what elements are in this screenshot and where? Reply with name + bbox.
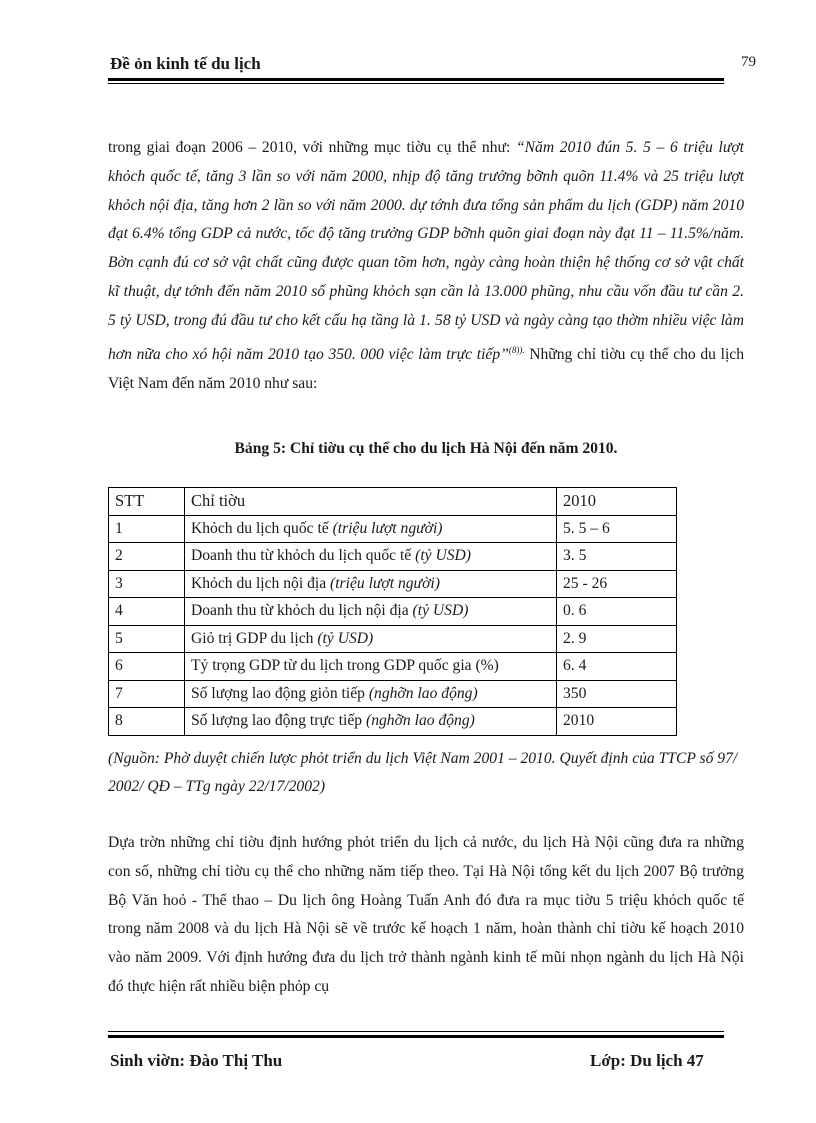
cell-indicator <box>185 680 557 708</box>
indicator-text: Doanh thu từ khỏch du lịch nội địa <box>191 602 413 620</box>
indicator-text: Khỏch du lịch nội địa <box>191 574 331 592</box>
table-row <box>109 515 677 543</box>
cell-stt: 3 <box>109 570 185 598</box>
indicator-unit: (triệu lượt người) <box>330 574 440 592</box>
paragraph-tail: Những chỉ tiờu cụ thể cho du lịch Việt Nam đến năm 2010 như sau: <box>108 345 745 392</box>
header-year: 2010 <box>557 488 677 516</box>
table-row <box>109 543 677 571</box>
targets-table <box>108 487 677 736</box>
table-source: (Nguồn: Phờ duyệt chiến lược phỏt triển du lịch Việt Nam 2001 – 2010. Quyết định của TTCP số 97/ 2002/ QĐ – TTg ngày 22/17/2002) <box>108 750 738 795</box>
cell-indicator <box>185 543 557 571</box>
page-footer <box>108 1013 756 1073</box>
page-number: 79 <box>741 54 756 70</box>
cell-indicator <box>185 625 557 653</box>
cell-stt: 1 <box>109 515 185 543</box>
cell-value: 2010 <box>557 708 677 736</box>
indicator-unit: (triệu lượt người) <box>332 519 443 537</box>
indicator-unit: (tỷ USD) <box>415 547 471 565</box>
indicator-unit: (tỷ USD) <box>412 602 469 620</box>
indicator-text: Giỏ trị GDP du lịch <box>191 629 318 647</box>
table-row <box>109 708 677 736</box>
cell-stt: 4 <box>109 598 185 626</box>
cell-value: 5. 5 – 6 <box>557 515 677 543</box>
indicator-unit: (nghỡn lao động) <box>368 684 478 702</box>
table-row <box>109 598 677 626</box>
table-header-row <box>109 488 677 516</box>
paragraph-lead: trong giai đoạn 2006 – 2010, với những mục tiờu cụ thể như: <box>108 139 516 156</box>
table-row <box>109 680 677 708</box>
table-row <box>109 653 677 681</box>
indicator-unit: (tỷ USD) <box>317 629 374 647</box>
footer-class: Lớp: Du lịch 47 <box>590 1051 704 1070</box>
header-rule-thin <box>108 83 724 84</box>
indicator-text: Doanh thu từ khỏch du lịch quốc tế <box>191 547 416 565</box>
footer-rule-thin <box>108 1031 724 1032</box>
cell-indicator <box>185 708 557 736</box>
header-indicator: Chỉ tiờu <box>185 488 557 516</box>
table-caption: Bảng 5: Chỉ tiờu cụ thể cho du lịch Hà Nội đến năm 2010. <box>234 440 618 457</box>
cell-stt: 2 <box>109 543 185 571</box>
cell-stt: 7 <box>109 680 185 708</box>
cell-indicator <box>185 653 557 681</box>
cell-stt: 5 <box>109 625 185 653</box>
indicator-text: Khỏch du lịch quốc tế <box>191 519 333 537</box>
table-row <box>109 570 677 598</box>
indicator-text: Số lượng lao động giỏn tiếp <box>191 684 369 702</box>
footnote-ref: (8)). <box>508 344 525 355</box>
cell-value: 2. 9 <box>557 625 677 653</box>
header-rule-thick <box>108 78 724 81</box>
indicator-text: Tỷ trọng GDP từ du lịch trong GDP quốc gia (%) <box>191 657 499 675</box>
indicator-text: Số lượng lao động trực tiếp <box>191 712 367 730</box>
footer-student: Sinh viờn: Đào Thị Thu <box>110 1051 283 1070</box>
table-row <box>109 625 677 653</box>
header-title: Đề ỏn kinh tế du lịch <box>110 54 261 73</box>
paragraph-hanoi: Dựa trờn những chỉ tiờu định hướng phỏt triển du lịch cả nước, du lịch Hà Nội cũng đưa ra những con số, những chỉ tiờu cụ thể cho những năm tiếp theo. Tại Hà Nội tổng kết du lịch 2007 Bộ trưởng Bộ Văn hoỏ - Thể thao – Du lịch ông Hoàng Tuấn Anh đó đưa ra mục tiờu 5 triệu khỏch quốc tế trong năm 2008 và du lịch Hà Nội sẽ về trước kế hoạch 1 năm, hoàn thành chỉ tiờu kế hoạch 2010 vào năm 2009. Với định hướng đưa du lịch trở thành ngành kinh tế mũi nhọn ngành du lịch Hà Nội đó thực hiện rất nhiều biện phỏp cụ <box>108 834 744 995</box>
footer-rule-thick <box>108 1035 724 1038</box>
header-stt: STT <box>109 488 185 516</box>
cell-indicator <box>185 570 557 598</box>
cell-value: 3. 5 <box>557 543 677 571</box>
cell-stt: 8 <box>109 708 185 736</box>
indicator-unit: (nghỡn lao động) <box>366 712 475 730</box>
cell-value: 6. 4 <box>557 653 677 681</box>
cell-stt: 6 <box>109 653 185 681</box>
paragraph-intro <box>108 134 744 398</box>
cell-indicator <box>185 598 557 626</box>
cell-indicator <box>185 515 557 543</box>
cell-value: 0. 6 <box>557 598 677 626</box>
page-header <box>108 48 756 88</box>
cell-value: 350 <box>557 680 677 708</box>
cell-value: 25 - 26 <box>557 570 677 598</box>
paragraph-quote: “Năm 2010 đún 5. 5 – 6 triệu lượt khỏch quốc tế, tăng 3 lần so với năm 2000, nhịp độ tăng trưởng bỡnh quõn 11.4% và 25 triệu lượt khỏch nội địa, tăng hơn 2 lần so với năm 2000. dự tớnh đưa tổng sản phẩm du lịch (GDP) năm 2010 đạt 6.4% tổng GDP cả nước, tốc độ tăng trưởng GDP bỡnh quõn giai đoạn này đạt 11 – 11.5%/năm. Bờn cạnh đú cơ sở vật chất cũng được quan tõm hơn, ngày càng hoàn thiện hệ thống cơ sở vật chất kĩ thuật, dự tớnh đến năm 2010 số phũng khỏch sạn cần là 13.000 phũng, nhu cầu vốn đầu tư cần 2. 5 tỷ USD, trong đú đầu tư cho kết cấu hạ tầng là 1. 58 tỷ USD và ngày càng tạo thờm nhiều việc làm hơn nữa cho xó hội năm 2010 tạo 350. 000 việc làm trực tiếp” <box>108 139 745 363</box>
